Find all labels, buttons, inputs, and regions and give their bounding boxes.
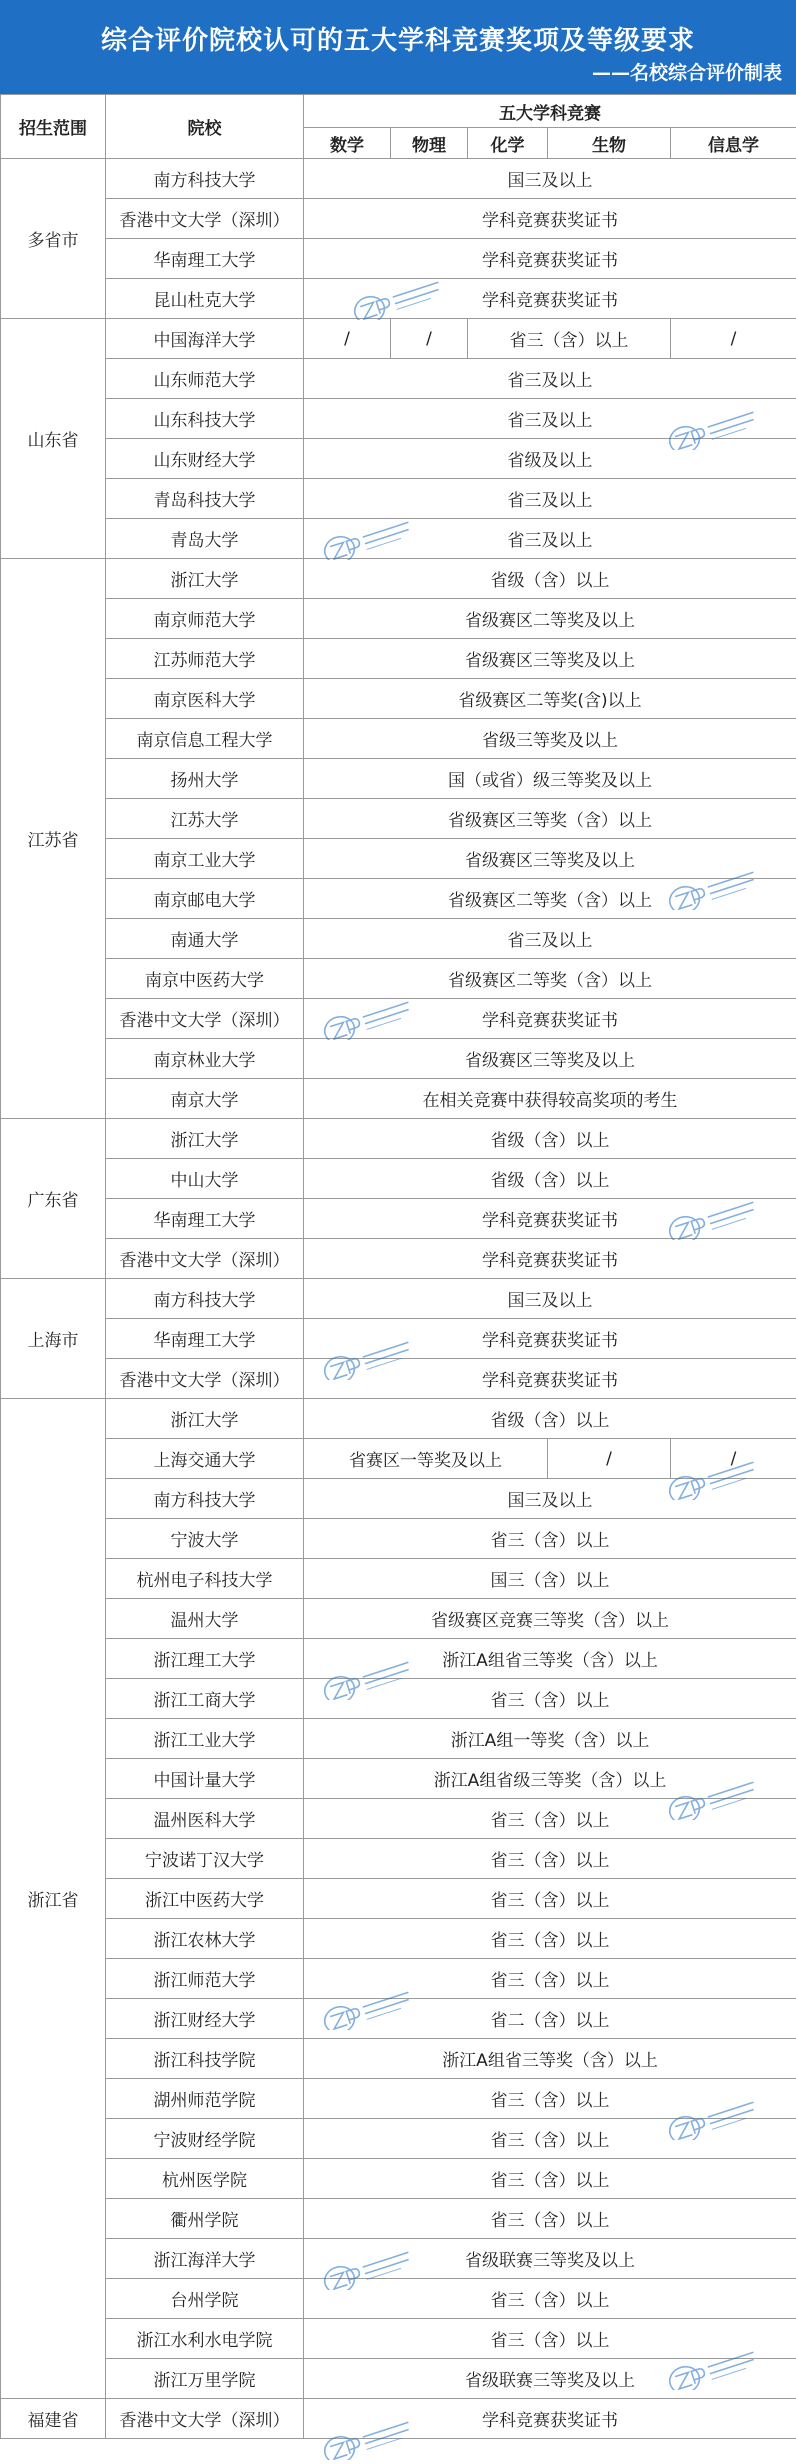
table-row (1, 2159, 796, 2199)
school-cell: 浙江农林大学 (106, 1919, 304, 1959)
requirement-cell: 省级赛区二等奖（含）以上 (304, 879, 796, 919)
table-row (1, 799, 796, 839)
table-row (1, 999, 796, 1039)
school-cell: 南京林业大学 (106, 1039, 304, 1079)
table-row (1, 2319, 796, 2359)
school-cell: 江苏大学 (106, 799, 304, 839)
table-row (1, 839, 796, 879)
header-school: 院校 (106, 95, 304, 159)
table-row (1, 2079, 796, 2119)
table-row (1, 1159, 796, 1199)
competition-table (0, 94, 796, 2439)
requirement-cell: 省三（含）以上 (304, 2159, 796, 2199)
requirement-cell: 省赛区一等奖及以上 (304, 1439, 548, 1479)
table-row (1, 639, 796, 679)
requirement-cell: 浙江A组省级三等奖（含）以上 (304, 1759, 796, 1799)
region-cell: 江苏省 (1, 559, 106, 1119)
requirement-cell: 省三（含）以上 (304, 2319, 796, 2359)
table-row (1, 599, 796, 639)
school-cell: 台州学院 (106, 2279, 304, 2319)
school-cell: 山东财经大学 (106, 439, 304, 479)
table-row (1, 1599, 796, 1639)
requirement-cell: / (671, 319, 796, 359)
requirement-cell: 学科竞赛获奖证书 (304, 199, 796, 239)
school-cell: 南京医科大学 (106, 679, 304, 719)
region-cell: 山东省 (1, 319, 106, 559)
table-row (1, 399, 796, 439)
table-row (1, 359, 796, 399)
school-cell: 南方科技大学 (106, 1479, 304, 1519)
requirement-cell: 省三（含）以上 (304, 2279, 796, 2319)
school-cell: 南方科技大学 (106, 1279, 304, 1319)
requirement-cell: 学科竞赛获奖证书 (304, 279, 796, 319)
requirement-cell: 省级（含）以上 (304, 1399, 796, 1439)
school-cell: 浙江工业大学 (106, 1719, 304, 1759)
region-cell: 广东省 (1, 1119, 106, 1279)
school-cell: 香港中文大学（深圳） (106, 2399, 304, 2439)
requirement-cell: 省三（含）以上 (304, 2119, 796, 2159)
school-cell: 衢州学院 (106, 2199, 304, 2239)
requirement-cell: 省三（含）以上 (304, 1959, 796, 1999)
table-row (1, 919, 796, 959)
table-row (1, 279, 796, 319)
school-cell: 南通大学 (106, 919, 304, 959)
school-cell: 华南理工大学 (106, 1199, 304, 1239)
header-subject-chemistry: 化学 (468, 128, 548, 159)
page-title: 综合评价院校认可的五大学科竞赛奖项及等级要求 (0, 20, 796, 57)
requirement-cell: 省三（含）以上 (468, 319, 671, 359)
table-row (1, 1679, 796, 1719)
school-cell: 山东师范大学 (106, 359, 304, 399)
requirement-cell: 学科竞赛获奖证书 (304, 2399, 796, 2439)
school-cell: 杭州电子科技大学 (106, 1559, 304, 1599)
requirement-cell: 省三（含）以上 (304, 2079, 796, 2119)
page-subtitle: ——名校综合评价制表 (592, 58, 782, 85)
table-row (1, 719, 796, 759)
table-row (1, 1999, 796, 2039)
table-row (1, 1039, 796, 1079)
school-cell: 南京信息工程大学 (106, 719, 304, 759)
school-cell: 浙江工商大学 (106, 1679, 304, 1719)
requirement-cell: 学科竞赛获奖证书 (304, 999, 796, 1039)
requirement-cell: / (548, 1439, 671, 1479)
table-row (1, 1359, 796, 1399)
table-row (1, 1839, 796, 1879)
requirement-cell: 省三（含）以上 (304, 2199, 796, 2239)
school-cell: 浙江万里学院 (106, 2359, 304, 2399)
requirement-cell: 学科竞赛获奖证书 (304, 1319, 796, 1359)
table-row (1, 1879, 796, 1919)
school-cell: 南京邮电大学 (106, 879, 304, 919)
school-cell: 香港中文大学（深圳） (106, 999, 304, 1039)
table-row (1, 479, 796, 519)
requirement-cell: 省级赛区三等奖及以上 (304, 1039, 796, 1079)
requirement-cell: / (671, 1439, 796, 1479)
requirement-cell: 国三及以上 (304, 159, 796, 199)
table-row (1, 1799, 796, 1839)
header-row (1, 95, 796, 128)
school-cell: 浙江中医药大学 (106, 1879, 304, 1919)
requirement-cell: 省三及以上 (304, 919, 796, 959)
school-cell: 华南理工大学 (106, 1319, 304, 1359)
header-region: 招生范围 (1, 95, 106, 159)
requirement-cell: 在相关竞赛中获得较高奖项的考生 (304, 1079, 796, 1119)
school-cell: 中山大学 (106, 1159, 304, 1199)
table-row (1, 1279, 796, 1319)
school-cell: 浙江海洋大学 (106, 2239, 304, 2279)
school-cell: 温州医科大学 (106, 1799, 304, 1839)
table-row (1, 1559, 796, 1599)
requirement-cell: 省三（含）以上 (304, 1679, 796, 1719)
table-row (1, 2359, 796, 2399)
header-subject-biology: 生物 (548, 128, 671, 159)
school-cell: 南京中医药大学 (106, 959, 304, 999)
table-row (1, 2279, 796, 2319)
header-subject-informatics: 信息学 (671, 128, 796, 159)
requirement-cell: 省级赛区竞赛三等奖（含）以上 (304, 1599, 796, 1639)
table-body (1, 159, 796, 2439)
requirement-cell: / (304, 319, 391, 359)
school-cell: 宁波财经学院 (106, 2119, 304, 2159)
region-cell: 福建省 (1, 2399, 106, 2439)
school-cell: 浙江大学 (106, 1119, 304, 1159)
header-subject-math: 数学 (304, 128, 391, 159)
requirement-cell: 省三（含）以上 (304, 1879, 796, 1919)
requirement-cell: 省级赛区二等奖（含）以上 (304, 959, 796, 999)
header-subject-physics: 物理 (391, 128, 468, 159)
school-cell: 青岛科技大学 (106, 479, 304, 519)
school-cell: 宁波诺丁汉大学 (106, 1839, 304, 1879)
table-row (1, 2119, 796, 2159)
school-cell: 青岛大学 (106, 519, 304, 559)
table-row (1, 159, 796, 199)
requirement-cell: 省级联赛三等奖及以上 (304, 2359, 796, 2399)
requirement-cell: 学科竞赛获奖证书 (304, 1199, 796, 1239)
requirement-cell: 省级赛区三等奖及以上 (304, 639, 796, 679)
table-row (1, 2199, 796, 2239)
school-cell: 浙江大学 (106, 1399, 304, 1439)
school-cell: 杭州医学院 (106, 2159, 304, 2199)
school-cell: 浙江大学 (106, 559, 304, 599)
requirement-cell: 省三及以上 (304, 399, 796, 439)
requirement-cell: 省三及以上 (304, 359, 796, 399)
school-cell: 香港中文大学（深圳） (106, 199, 304, 239)
school-cell: 扬州大学 (106, 759, 304, 799)
school-cell: 浙江理工大学 (106, 1639, 304, 1679)
requirement-cell: 省三（含）以上 (304, 1799, 796, 1839)
requirement-cell: / (391, 319, 468, 359)
table-row (1, 1519, 796, 1559)
requirement-cell: 省三及以上 (304, 479, 796, 519)
requirement-cell: 浙江A组省三等奖（含）以上 (304, 1639, 796, 1679)
requirement-cell: 浙江A组省三等奖（含）以上 (304, 2039, 796, 2079)
table-row (1, 319, 796, 359)
table-row (1, 439, 796, 479)
requirement-cell: 省二（含）以上 (304, 1999, 796, 2039)
requirement-cell: 省三（含）以上 (304, 1839, 796, 1879)
requirement-cell: 国三（含）以上 (304, 1559, 796, 1599)
table-row (1, 559, 796, 599)
school-cell: 南京师范大学 (106, 599, 304, 639)
table-row (1, 199, 796, 239)
requirement-cell: 国三及以上 (304, 1479, 796, 1519)
school-cell: 宁波大学 (106, 1519, 304, 1559)
requirement-cell: 省级赛区三等奖及以上 (304, 839, 796, 879)
table-row (1, 2399, 796, 2439)
region-cell: 上海市 (1, 1279, 106, 1399)
table-row (1, 239, 796, 279)
requirement-cell: 浙江A组一等奖（含）以上 (304, 1719, 796, 1759)
school-cell: 南京大学 (106, 1079, 304, 1119)
requirement-cell: 省级联赛三等奖及以上 (304, 2239, 796, 2279)
table-row (1, 2039, 796, 2079)
requirement-cell: 省级赛区二等奖及以上 (304, 599, 796, 639)
requirement-cell: 学科竞赛获奖证书 (304, 1239, 796, 1279)
requirement-cell: 省三及以上 (304, 519, 796, 559)
table-row (1, 1239, 796, 1279)
requirement-cell: 国（或省）级三等奖及以上 (304, 759, 796, 799)
requirement-cell: 省级赛区三等奖（含）以上 (304, 799, 796, 839)
school-cell: 湖州师范学院 (106, 2079, 304, 2119)
school-cell: 浙江水利水电学院 (106, 2319, 304, 2359)
table-row (1, 1399, 796, 1439)
school-cell: 浙江师范大学 (106, 1959, 304, 1999)
table-row (1, 1199, 796, 1239)
requirement-cell: 省级及以上 (304, 439, 796, 479)
school-cell: 浙江科技学院 (106, 2039, 304, 2079)
school-cell: 香港中文大学（深圳） (106, 1239, 304, 1279)
requirement-cell: 学科竞赛获奖证书 (304, 1359, 796, 1399)
table-row (1, 879, 796, 919)
table-row (1, 1919, 796, 1959)
region-cell: 浙江省 (1, 1399, 106, 2399)
table-row (1, 519, 796, 559)
school-cell: 南方科技大学 (106, 159, 304, 199)
school-cell: 江苏师范大学 (106, 639, 304, 679)
table-row (1, 1639, 796, 1679)
school-cell: 香港中文大学（深圳） (106, 1359, 304, 1399)
school-cell: 中国计量大学 (106, 1759, 304, 1799)
region-cell: 多省市 (1, 159, 106, 319)
requirement-cell: 省级（含）以上 (304, 559, 796, 599)
requirement-cell: 国三及以上 (304, 1279, 796, 1319)
table-row (1, 1319, 796, 1359)
requirement-cell: 学科竞赛获奖证书 (304, 239, 796, 279)
table-row (1, 759, 796, 799)
table-row (1, 679, 796, 719)
requirement-cell: 省级赛区二等奖(含)以上 (304, 679, 796, 719)
table-row (1, 1439, 796, 1479)
table-row (1, 1479, 796, 1519)
school-cell: 温州大学 (106, 1599, 304, 1639)
school-cell: 昆山杜克大学 (106, 279, 304, 319)
table-row (1, 1759, 796, 1799)
requirement-cell: 省三（含）以上 (304, 1919, 796, 1959)
school-cell: 山东科技大学 (106, 399, 304, 439)
requirement-cell: 省级三等奖及以上 (304, 719, 796, 759)
table-row (1, 959, 796, 999)
school-cell: 上海交通大学 (106, 1439, 304, 1479)
school-cell: 浙江财经大学 (106, 1999, 304, 2039)
school-cell: 华南理工大学 (106, 239, 304, 279)
table-row (1, 2239, 796, 2279)
title-banner (0, 0, 796, 94)
table-row (1, 1119, 796, 1159)
table-row (1, 1079, 796, 1119)
table-row (1, 1719, 796, 1759)
school-cell: 中国海洋大学 (106, 319, 304, 359)
requirement-cell: 省级（含）以上 (304, 1119, 796, 1159)
school-cell: 南京工业大学 (106, 839, 304, 879)
requirement-cell: 省级（含）以上 (304, 1159, 796, 1199)
requirement-cell: 省三（含）以上 (304, 1519, 796, 1559)
table-row (1, 1959, 796, 1999)
header-competition-group: 五大学科竞赛 (304, 95, 796, 128)
